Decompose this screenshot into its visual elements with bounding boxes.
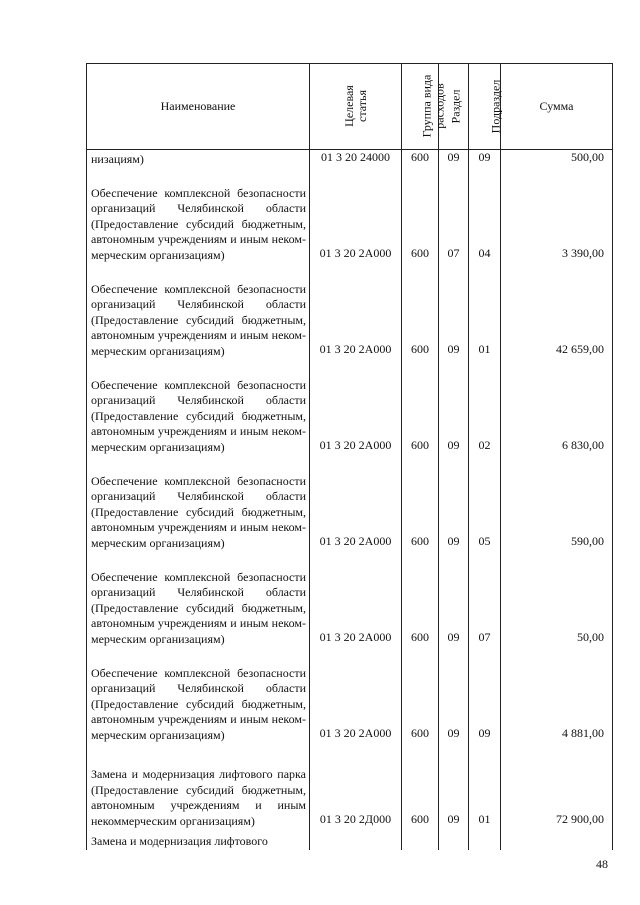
row-subsection: 07 xyxy=(469,552,501,648)
row-section: 09 xyxy=(439,360,469,456)
header-name: Наименование xyxy=(87,64,310,150)
header-target-line1: Целевая xyxy=(341,84,356,127)
row-sum: 72 900,00 xyxy=(501,744,613,830)
table-row xyxy=(87,456,613,552)
row-section: 09 xyxy=(439,456,469,552)
row-name: Замена и модернизация лифтового xyxy=(87,830,310,850)
row-sum: 50,00 xyxy=(501,552,613,648)
page-number: 48 xyxy=(596,857,608,871)
row-name: Обеспечение комплексной безопасности организаций Челябинской области (Предоставление субсидий бюджетным, автономным учреждениям и иным некоммерческим организациям) xyxy=(87,648,310,744)
row-section: 09 xyxy=(439,264,469,360)
header-subsection: Подраздел xyxy=(469,64,501,150)
row-expense-group: 600 xyxy=(402,552,439,648)
table-row xyxy=(87,264,613,360)
row-subsection: 01 xyxy=(469,264,501,360)
row-sum: 3 390,00 xyxy=(501,168,613,264)
table-row xyxy=(87,360,613,456)
row-target-article: 01 3 20 2А000 xyxy=(310,168,402,264)
row-expense-group: 600 xyxy=(402,456,439,552)
row-subsection: 05 xyxy=(469,456,501,552)
row-sum: 6 830,00 xyxy=(501,360,613,456)
row-section: 09 xyxy=(439,552,469,648)
row-expense-group: 600 xyxy=(402,168,439,264)
row-subsection: 02 xyxy=(469,360,501,456)
row-expense-group: 600 xyxy=(402,744,439,830)
row-section xyxy=(439,830,469,850)
row-section: 09 xyxy=(439,744,469,830)
row-target-article: 01 3 20 2Д000 xyxy=(310,744,402,830)
table-row xyxy=(87,150,613,168)
table-row xyxy=(87,648,613,744)
row-subsection: 09 xyxy=(469,648,501,744)
table-row xyxy=(87,830,613,850)
row-subsection: 04 xyxy=(469,168,501,264)
row-name: Обеспечение комплексной безопасности организаций Челябинской области (Предоставление субсидий бюджетным, автономным учреждениям и иным некоммерческим организациям) xyxy=(87,264,310,360)
row-expense-group: 600 xyxy=(402,360,439,456)
row-expense-group xyxy=(402,830,439,850)
row-section: 09 xyxy=(439,648,469,744)
row-name: Обеспечение комплексной безопасности организаций Челябинской области (Предоставление субсидий бюджетным, автономным учреждениям и иным некоммерческим организациям) xyxy=(87,168,310,264)
row-subsection xyxy=(469,830,501,850)
row-expense-group: 600 xyxy=(402,264,439,360)
row-target-article xyxy=(310,830,402,850)
row-section: 09 xyxy=(439,150,469,168)
header-target-article xyxy=(310,64,402,150)
row-sum xyxy=(501,830,613,850)
table-row xyxy=(87,168,613,264)
row-sum: 500,00 xyxy=(501,150,613,168)
row-subsection: 09 xyxy=(469,150,501,168)
table-row xyxy=(87,552,613,648)
row-target-article: 01 3 20 24000 xyxy=(310,150,402,168)
row-target-article: 01 3 20 2А000 xyxy=(310,360,402,456)
row-section: 07 xyxy=(439,168,469,264)
header-target-line2: статья xyxy=(354,89,369,122)
header-expense-group xyxy=(402,64,447,150)
header-group-line2: расходов xyxy=(432,82,447,129)
budget-table xyxy=(86,63,613,850)
row-sum: 42 659,00 xyxy=(501,264,613,360)
header-section: Раздел xyxy=(439,64,469,150)
row-expense-group: 600 xyxy=(402,648,439,744)
row-sum: 4 881,00 xyxy=(501,648,613,744)
row-name: Обеспечение комплексной безопасности организаций Челябинской области (Предоставление субсидий бюджетным, автономным учреждениям и иным некоммерческим организациям) xyxy=(87,456,310,552)
row-target-article: 01 3 20 2А000 xyxy=(310,456,402,552)
row-name: Обеспечение комплексной безопасности организаций Челябинской области (Предоставление субсидий бюджетным, автономным учреждениям и иным некоммерческим организациям) xyxy=(87,360,310,456)
row-target-article: 01 3 20 2А000 xyxy=(310,264,402,360)
row-subsection: 01 xyxy=(469,744,501,830)
table-header-row xyxy=(87,64,613,150)
row-sum: 590,00 xyxy=(501,456,613,552)
header-group-line1: Группа вида xyxy=(419,74,434,138)
row-expense-group: 600 xyxy=(402,150,439,168)
header-sum: Сумма xyxy=(501,64,613,150)
row-name: низациям) xyxy=(87,150,310,168)
table-row xyxy=(87,744,613,830)
row-target-article: 01 3 20 2А000 xyxy=(310,648,402,744)
row-name: Замена и модернизация лифтового парка (Предоставление субсидий бюджетным, автономным учреждениям и иным некоммерческим организациям) xyxy=(87,744,310,830)
row-name: Обеспечение комплексной безопасности организаций Челябинской области (Предоставление субсидий бюджетным, автономным учреждениям и иным некоммерческим организациям) xyxy=(87,552,310,648)
row-target-article: 01 3 20 2А000 xyxy=(310,552,402,648)
